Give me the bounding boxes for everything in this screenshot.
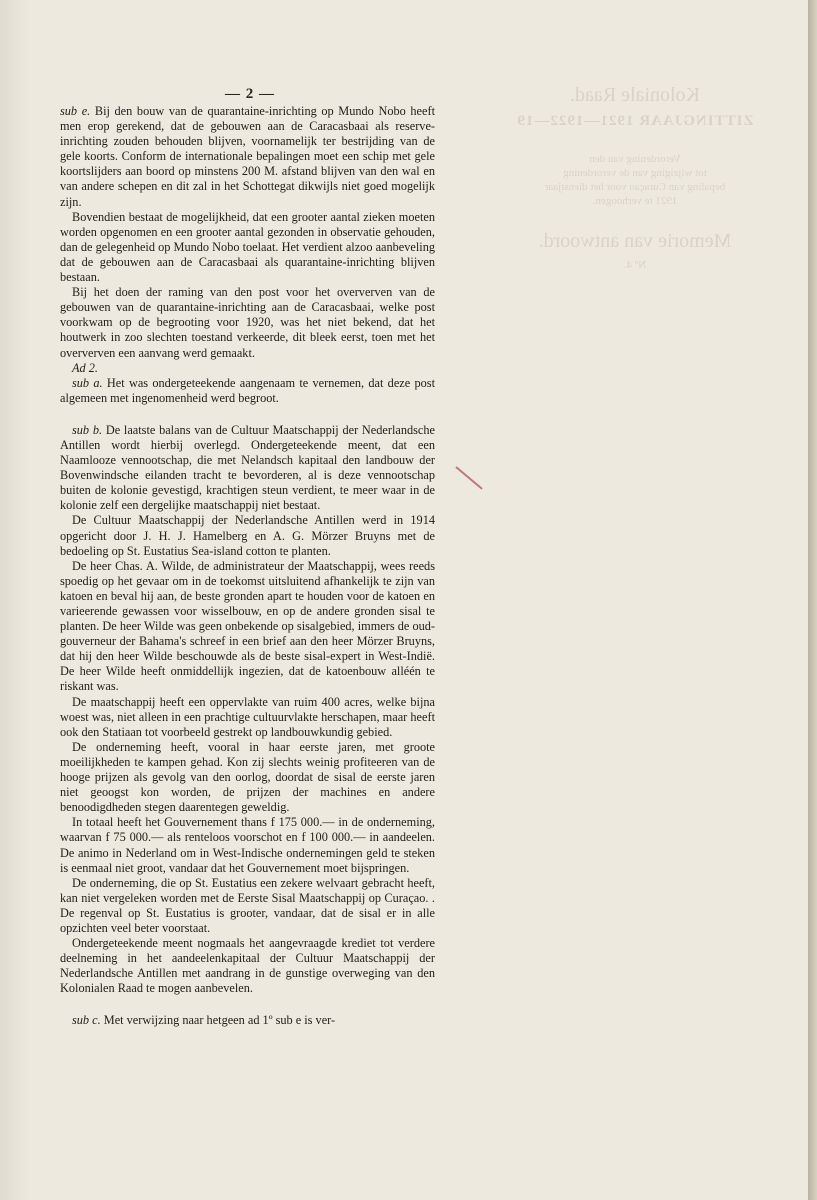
page-number: — 2 — [225, 86, 275, 102]
sub-lead: sub e. [60, 104, 91, 118]
paragraph: sub e. Bij den bouw van de quarantaine-inrichting op Mundo Nobo heeft men erop gerekend, dat de gebouwen aan de Caracasbaai als reserve-inrichting zouden behouden blijven, voornamelijk ter bestrijding van de gele koorts. Conform de internationale bepalingen moet een schip met gele koortslijders aan boord op minstens 200 M. afstand blijven van den wal en van andere schepen en dit zal in het Schottegat dikwijls niet goed mogelijk zijn. [60, 104, 435, 209]
sub-lead: sub c. [72, 1013, 101, 1028]
page-edge [808, 0, 817, 1200]
paragraph: In totaal heeft het Gouvernement thans f 175 000.— in de onderneming, waarvan f 75 000.— als renteloos voorschot en f 100 000.— in aandeelen. De animo in Nederland om in West-Indische ondernemingen geld te steken is eenmaal niet groot, vandaar dat het Gouvernement moet bijspringen. [60, 815, 435, 875]
bleed-through-text: Koloniale Raad. ZITTINGJAAR 1921—1922—19 Verordening van den tot wijziging van de verordening bepaling van Curaçao voor het dienstjaar 1921 te verhoogen. Memorie van antwoord. Nº 4. [516, 84, 754, 271]
paragraph: Bovendien bestaat de mogelijkheid, dat een grooter aantal zieken moeten worden opgenomen en een grooter aantal gezonden in observatie gehouden, dan de gelegenheid op Mundo Nobo toelaat. Het verdient alzoo aanbeveling dat de gebouwen aan de Caracasbaai als quarantaine-inrichting blijven bestaan. [60, 209, 435, 285]
paragraph: De onderneming heeft, vooral in haar eerste jaren, met groote moeilijkheden te kampen gehad. Kon zij slechts weinig profiteeren van de hooge prijzen als gevolg van den oorlog, doordat de sisal de eerste jaren niet geoogst kon worden, de prijzen der machines en andere benoodigdheden stegen daarentegen geweldig. [60, 739, 435, 815]
paragraph: De maatschappij heeft een oppervlakte van ruim 400 acres, welke bijna woest was, niet alleen in een prachtige cultuurvlakte herschapen, maar heeft ook den Statiaan tot voorbeeld gestrekt op landbouwkundig gebied. [60, 694, 435, 739]
paragraph: Bij het doen der raming van den post voor het oververven van de gebouwen van de quarantaine-inrichting aan de Caracasbaai, welke post voorkwam op de begrooting voor 1920, was het niet bekend, dat het houtwerk in zoo slechten toestand verkeerde, dit bleek eerst, toen met het oververven een aanvang werd gemaakt. [60, 285, 435, 360]
paragraph: De onderneming, die op St. Eustatius een zekere welvaart gebracht heeft, kan niet vergeleken worden met de Eerste Sisal Maatschappij op Curaçao. . De regenval op St. Eustatius is grooter, vandaar, dat de sisal er in alle opzichten veel beter voorstaat. [60, 875, 435, 935]
paragraph: sub a. Het was ondergeteekende aangenaam te vernemen, dat deze post algemeen met ingenomenheid werd begroot. [60, 375, 435, 405]
body-text [60, 104, 435, 1029]
sub-lead: sub b. [72, 422, 103, 437]
page-shadow [0, 0, 30, 1200]
section-heading-ad-2: Ad 2. [72, 360, 98, 375]
pencil-mark [455, 466, 482, 489]
paragraph: sub c. Met verwijzing naar hetgeen ad 1º sub e is ver- [72, 1013, 336, 1028]
sub-lead: sub a. [72, 375, 103, 390]
paragraph: De heer Chas. A. Wilde, de administrateur der Maatschappij, wees reeds spoedig op het gevaar om in de toekomst uitsluitend afhankelijk te zijn van katoen en beval hij aan, de beste gronden apart te houden voor de katoen en varieerende gewassen voor wisselbouw, en op de andere gronden sisal te planten. De heer Wilde was geen onbekende op sisalgebied, immers de oud-gouverneur der Bahama's schreef in een brief aan den heer Mörzer Bruyns, dat hij den heer Wilde beschouwde als de beste sisal-expert in West-Indië. De heer Wilde heeft onmiddellijk ingezien, dat de katoenbouw alléén te riskant was. [60, 558, 435, 694]
paragraph: Ondergeteekende meent nogmaals het aangevraagde krediet tot verdere deelneming in het aandeelenkapitaal der Cultuur Maatschappij der Nederlandsche Antillen met aandrang in de gunstige overweging van den Kolonialen Raad te mogen aanbevelen. [60, 936, 435, 996]
paragraph: De Cultuur Maatschappij der Nederlandsche Antillen werd in 1914 opgericht door J. H. J. Hamelberg en A. G. Mörzer Bruyns met de bedoeling op St. Eustatius Sea-island cotton te planten. [60, 513, 435, 558]
paragraph: sub b. De laatste balans van de Cultuur Maatschappij der Nederlandsche Antillen wordt hierbij overlegd. Ondergeteekende meent, dat een Naamlooze vennootschap, die met Nelandsch kapitaal den landbouw der Bovenwindsche eilanden tracht te bevorderen, al is deze vennootschap buiten de kolonie gevestigd, krachtigen steun verdient, te meer waar in de kolonie zelf een dergelijke maatschappij niet bestaat. [60, 422, 435, 513]
